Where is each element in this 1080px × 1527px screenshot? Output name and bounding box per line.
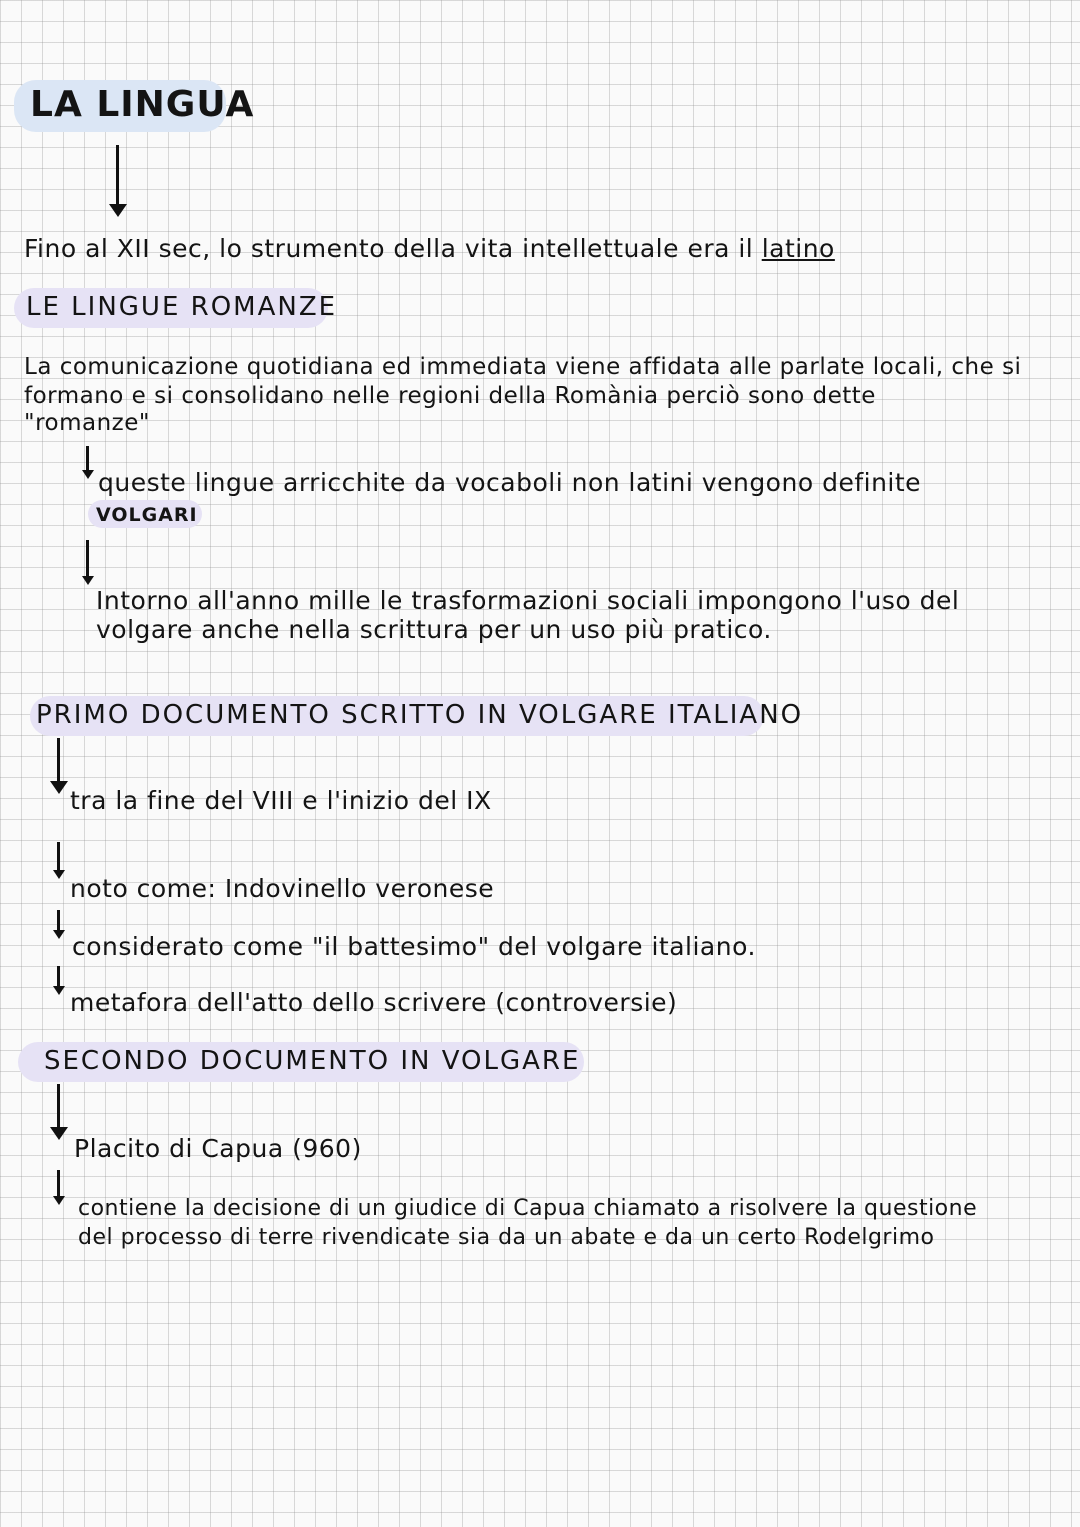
section3-item2-arrow-icon	[57, 1170, 60, 1198]
point1-arrow-icon	[86, 446, 89, 472]
section1-point2-line1: Intorno all'anno mille le trasformazioni sociali impongono l'uso del	[96, 586, 960, 615]
page-title: LA LINGUA	[30, 84, 255, 125]
section1-paragraph-line3: "romanze"	[24, 410, 150, 436]
section1-paragraph-line2: formano e si consolidano nelle regioni della Romània perciò sono dette	[24, 383, 876, 409]
section1-paragraph-line1: La comunicazione quotidiana ed immediata viene affidata alle parlate locali, che si	[24, 354, 1022, 380]
section2-item2: noto come: Indovinello veronese	[70, 874, 495, 903]
section2-item4-arrow-icon	[57, 966, 60, 988]
section1-heading: LE LINGUE ROMANZE	[26, 292, 338, 322]
intro-underlined-term: latino	[761, 234, 835, 263]
point2-arrow-icon	[86, 540, 89, 578]
section2-item3-arrow-icon	[57, 910, 60, 932]
section2-heading: PRIMO DOCUMENTO SCRITTO IN VOLGARE ITALIANO	[36, 700, 804, 730]
section2-item3: considerato come "il battesimo" del volgare italiano.	[72, 932, 756, 961]
section2-item2-arrow-icon	[57, 842, 60, 872]
intro-line	[24, 234, 835, 263]
section2-item4: metafora dell'atto dello scrivere (controversie)	[70, 988, 678, 1017]
section3-heading: SECONDO DOCUMENTO IN VOLGARE	[44, 1046, 581, 1076]
section3-item1: Placito di Capua (960)	[74, 1134, 362, 1163]
intro-text: Fino al XII sec, lo strumento della vita intellettuale era il	[24, 234, 762, 263]
section3-item1-arrow-icon	[57, 1084, 60, 1130]
section3-item2-line2: del processo di terre rivendicate sia da un abate e da un certo Rodelgrimo	[78, 1225, 935, 1250]
section1-point2-line2: volgare anche nella scrittura per un uso più pratico.	[96, 615, 772, 644]
title-arrow-icon	[116, 145, 119, 207]
section2-item1-arrow-icon	[57, 738, 60, 784]
section3-item2-line1: contiene la decisione di un giudice di Capua chiamato a risolvere la questione	[78, 1196, 978, 1221]
section1-point1: queste lingue arricchite da vocaboli non latini vengono definite	[98, 468, 922, 497]
section2-item1: tra la fine del VIII e l'inizio del IX	[70, 786, 492, 815]
section1-point1-term: VOLGARI	[96, 504, 198, 526]
